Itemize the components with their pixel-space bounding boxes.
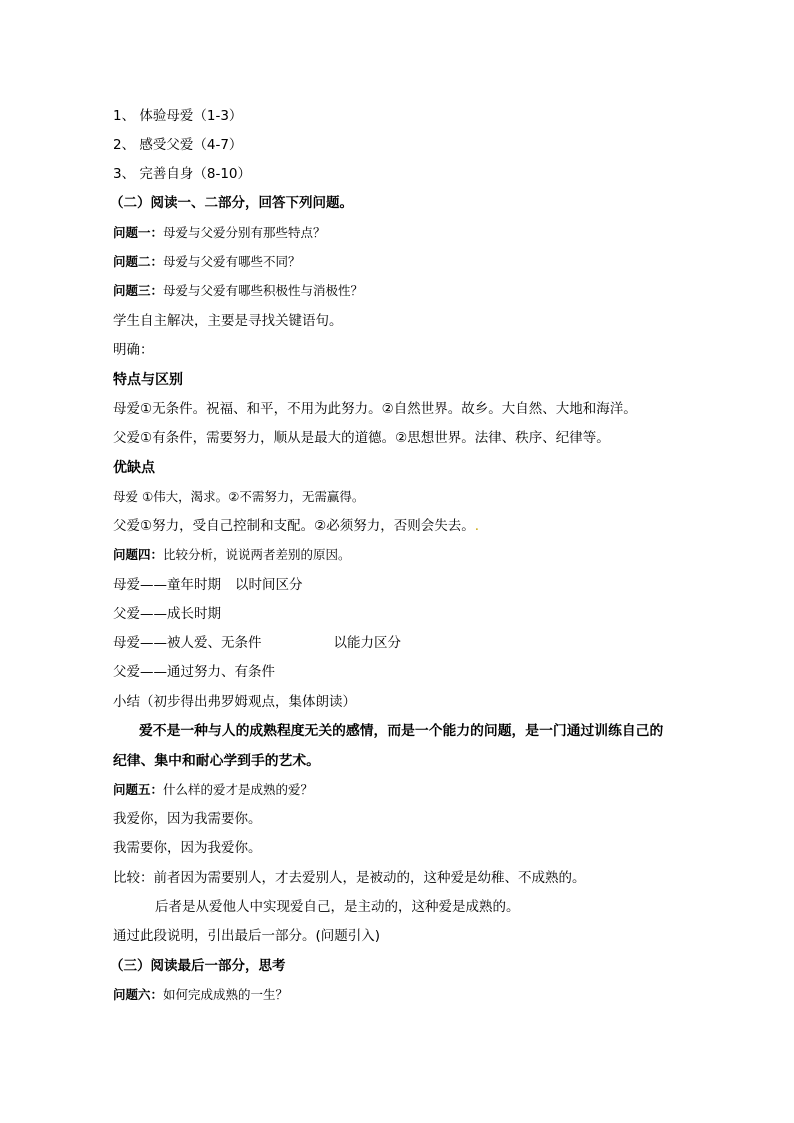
- question-4-label: 问题四：: [113, 547, 164, 562]
- question-1: [113, 224, 326, 242]
- question-4: [113, 546, 351, 564]
- compare-2: 后者是从爱他人中实现爱自己，是主动的，这种爱是成熟的。: [155, 899, 520, 915]
- father-features: 父爱①有条件，需要努力，顺从是最大的道德。②思想世界。法律、秩序、纪律等。: [113, 430, 610, 446]
- question-3: [113, 282, 363, 300]
- outline-item-3: 3、 完善自身（8-10）: [113, 166, 252, 182]
- question-1-label: 问题一：: [113, 225, 164, 240]
- question-5: [113, 781, 313, 799]
- question-2-text: 母爱与父爱有哪些不同？: [163, 254, 301, 269]
- question-6-label: 问题六：: [113, 987, 164, 1002]
- question-5-text: 什么样的爱才是成熟的爱？: [163, 782, 314, 797]
- time-mother-row: [113, 576, 303, 594]
- ability-mother-row: [113, 634, 401, 652]
- quote-line-2: 纪律、集中和耐心学到手的艺术。: [113, 753, 320, 769]
- lead-in: 通过此段说明，引出最后一部分。(问题引入): [113, 928, 381, 944]
- question-1-text: 母爱与父爱分别有那些特点？: [163, 225, 326, 240]
- time-note: 以时间区分: [235, 577, 303, 593]
- section3-heading: （三）阅读最后一部分，思考: [110, 958, 286, 974]
- question-2-label: 问题二：: [113, 254, 164, 269]
- question-4-text: 比较分析，说说两者差别的原因。: [163, 547, 351, 562]
- ability-note: 以能力区分: [333, 635, 401, 651]
- pros-heading: 优缺点: [113, 460, 155, 476]
- father-pros-text: 父爱①努力，受自己控制和支配。②必须努力，否则会失去。: [113, 518, 475, 534]
- student-note: 学生自主解决，主要是寻找关键语句。: [113, 313, 343, 329]
- ability-mother: 母爱——被人爱、无条件: [113, 635, 262, 651]
- question-2: [113, 253, 301, 271]
- question-5-label: 问题五：: [113, 782, 164, 797]
- mother-pros: 母爱 ①伟大，渴求。②不需努力，无需赢得。: [113, 489, 365, 504]
- love-statement-1: 我爱你，因为我需要你。: [113, 811, 262, 827]
- clarify-label: 明确：: [113, 342, 154, 358]
- question-3-text: 母爱与父爱有哪些积极性与消极性？: [163, 283, 364, 298]
- ability-father: 父爱——通过努力、有条件: [113, 664, 275, 680]
- father-pros: [113, 517, 479, 535]
- compare-1: 比较：前者因为需要别人，才去爱别人，是被动的，这种爱是幼稚、不成熟的。: [113, 870, 586, 886]
- outline-item-2: 2、 感受父爱（4-7）: [113, 137, 243, 153]
- time-father: 父爱——成长时期: [113, 606, 221, 622]
- love-statement-2: 我需要你，因为我爱你。: [113, 840, 262, 856]
- mother-features: 母爱①无条件。祝福、和平，不用为此努力。②自然世界。故乡。大自然、大地和海洋。: [113, 401, 637, 417]
- section2-heading: （二）阅读一、二部分，回答下列问题。: [110, 195, 353, 211]
- question-6: [113, 986, 288, 1004]
- trailing-dot: .: [474, 518, 480, 534]
- quote-line-1: 爱不是一种与人的成熟程度无关的感情，而是一个能力的问题，是一门通过训练自己的: [139, 723, 664, 739]
- question-3-label: 问题三：: [113, 283, 164, 298]
- outline-item-1: 1、 体验母爱（1-3）: [113, 108, 243, 124]
- features-heading: 特点与区别: [113, 372, 183, 388]
- time-mother: 母爱——童年时期: [113, 577, 221, 593]
- question-6-text: 如何完成成熟的一生？: [163, 987, 289, 1002]
- summary: 小结（初步得出弗罗姆观点，集体朗读）: [113, 694, 356, 710]
